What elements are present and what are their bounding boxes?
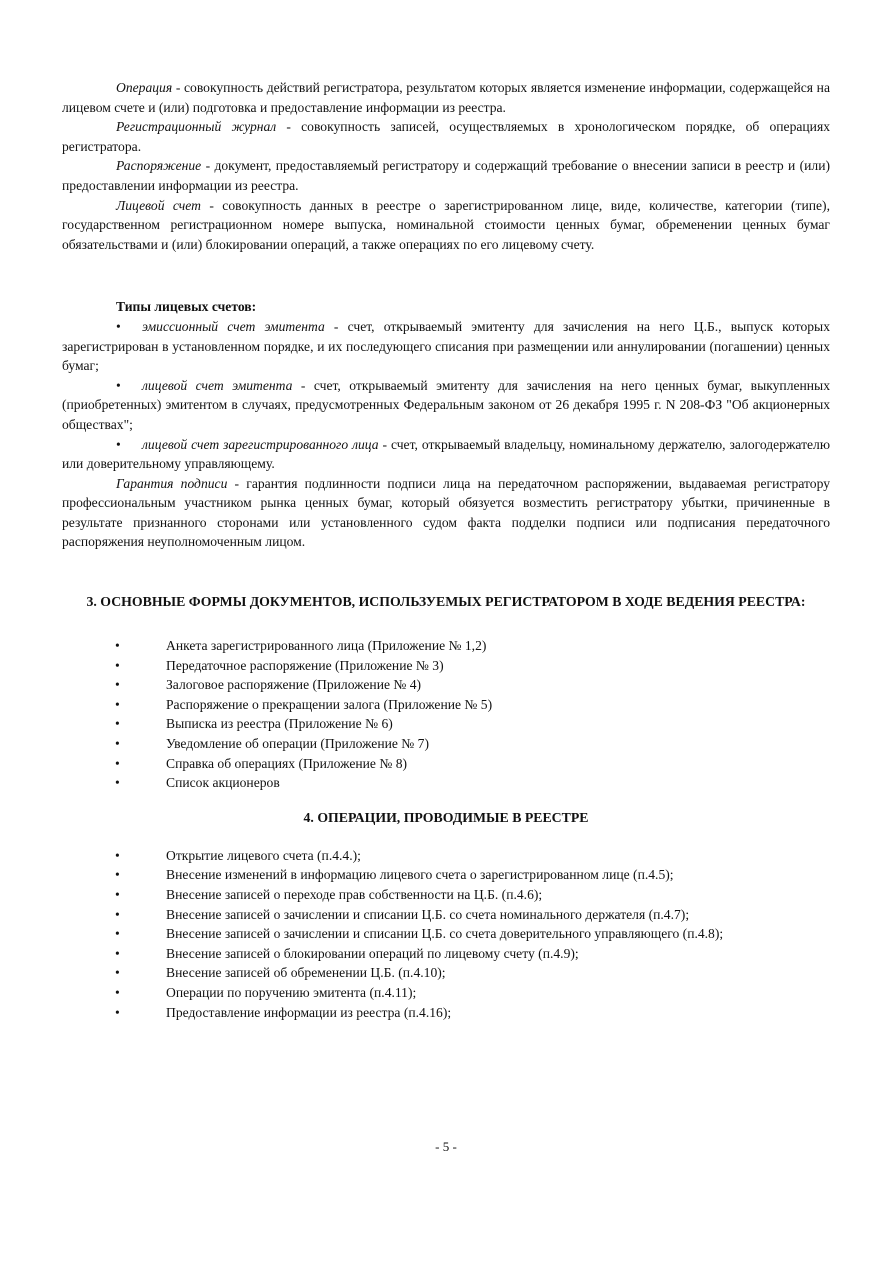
bullet-icon: • (115, 677, 120, 693)
document-form-item (62, 656, 766, 676)
document-form-item-text: Уведомление об операции (Приложение № 7) (166, 736, 429, 752)
page-number: - 5 - (435, 1139, 457, 1154)
section-4-title: 4. ОПЕРАЦИИ, ПРОВОДИМЫЕ В РЕЕСТРЕ (303, 809, 589, 825)
definition-order (62, 156, 830, 195)
account-type-text: - счет, открываемый эмитенту для зачисления на него ценных бумаг, выкупленных (приобретенных) эмитентом в случаях, предусмотренных Федеральным законом от 26 декабря 1995 г. N 208-ФЗ "Об акционерных обществах"; (62, 377, 830, 432)
document-form-item (62, 636, 766, 656)
registry-operation-item-text: Внесение записей о зачислении и списании Ц.Б. со счета доверительного управляющего (п.4.8); (166, 926, 724, 942)
document-form-item-text: Распоряжение о прекращении залога (Приложение № 5) (166, 696, 493, 712)
account-type-item (62, 376, 830, 435)
registry-operation-item (62, 1003, 766, 1023)
bullet-icon: • (115, 638, 120, 654)
document-form-item-text: Анкета зарегистрированного лица (Приложение № 1,2) (166, 638, 487, 654)
definition-text: - документ, предоставляемый регистратору и содержащий требование о внесении записи в реестр и (или) предоставлении информации из реестра. (62, 158, 830, 193)
account-type-item (62, 317, 830, 376)
account-type-item (62, 435, 830, 474)
bullet-icon: • (115, 945, 120, 961)
bullet-icon: • (115, 716, 120, 732)
bullet-icon: • (115, 984, 120, 1000)
registry-operation-item (62, 905, 766, 925)
definition-term: Регистрационный журнал (116, 119, 277, 135)
bullet-icon: • (115, 775, 120, 791)
registry-operation-item-text: Открытие лицевого счета (п.4.4.); (166, 847, 361, 863)
document-form-item (62, 773, 766, 793)
definition-term: Распоряжение (116, 158, 202, 174)
definition-signature-guarantee (62, 474, 830, 552)
definition-text: - совокупность действий регистратора, результатом которых является изменение информации, содержащейся на лицевом счете и (или) подготовка и предоставление информации из реестра. (62, 80, 830, 115)
account-type-term: лицевой счет зарегистрированного лица (142, 436, 379, 452)
account-type-text: - счет, открываемый эмитенту для зачисления на него Ц.Б., выпуск которых зарегистрирован в установленном порядке, и их последующего списания при размещении или аннулировании (погашении) ценных бумаг; (62, 318, 830, 374)
bullet-icon: • (115, 867, 120, 883)
document-form-item-text: Выписка из реестра (Приложение № 6) (166, 716, 393, 732)
bullet-icon: • (115, 965, 120, 981)
definition-personal-account (62, 196, 830, 255)
registry-operation-item (62, 924, 766, 944)
account-type-term: лицевой счет эмитента (142, 377, 293, 393)
bullet-icon: • (116, 377, 121, 393)
registry-operation-item (62, 846, 766, 866)
document-form-item (62, 734, 766, 754)
registry-operation-item (62, 983, 766, 1003)
bullet-icon: • (115, 657, 120, 673)
registry-operation-item (62, 963, 766, 983)
document-form-item-text: Передаточное распоряжение (Приложение № 3) (166, 657, 444, 673)
registry-operation-item-text: Внесение изменений в информацию лицевого счета о зарегистрированном лице (п.4.5); (166, 867, 674, 883)
bullet-icon: • (115, 906, 120, 922)
registry-operation-item (62, 865, 766, 885)
definition-operation (62, 78, 830, 117)
document-form-item-text: Список акционеров (166, 775, 280, 791)
registry-operation-item (62, 885, 766, 905)
document-form-item-text: Справка об операциях (Приложение № 8) (166, 755, 408, 771)
registry-operation-item-text: Операции по поручению эмитента (п.4.11); (166, 984, 417, 1000)
bullet-icon: • (115, 926, 120, 942)
document-form-item (62, 714, 766, 734)
definition-term: Гарантия подписи (116, 475, 228, 491)
document-form-item (62, 754, 766, 774)
bullet-icon: • (115, 755, 120, 771)
definition-text: - гарантия подлинности подписи лица на передаточном распоряжении, выдаваемая регистратору профессиональным участником рынка ценных бумаг, который обязуется возместить регистратору убытки, причиненные в результате признанного сторонами или установленного судом факта подделки подписи или подписания передаточного распоряжения неуполномоченным лицом. (62, 475, 831, 550)
definition-text: - совокупность данных в реестре о зарегистрированном лице, виде, количестве, категории (типе), государственном регистрационном номере выпуска, номинальной стоимости ценных бумаг, обременении ценных бумаг обязательствами и (или) блокировании операций, а также операциях по его лицевому счету. (62, 197, 830, 252)
definition-term: Лицевой счет (116, 197, 201, 213)
section-3-title: 3. ОСНОВНЫЕ ФОРМЫ ДОКУМЕНТОВ, ИСПОЛЬЗУЕМЫХ РЕГИСТРАТОРОМ В ХОДЕ ВЕДЕНИЯ РЕЕСТРА: (86, 594, 806, 610)
account-type-text: - счет, открываемый владельцу, номинальному держателю, залогодержателю или доверительному управляющему. (62, 436, 830, 472)
registry-operation-item (62, 944, 766, 964)
document-forms-list (62, 636, 830, 793)
definition-text: - совокупность записей, осуществляемых в хронологическом порядке, об операциях регистратора. (62, 119, 831, 154)
bullet-icon: • (116, 436, 121, 452)
registry-operations-list (62, 846, 830, 1022)
bullet-icon: • (116, 318, 121, 334)
page-content (62, 78, 830, 1022)
registry-operation-item-text: Внесение записей об обременении Ц.Б. (п.4.10); (166, 965, 446, 981)
bullet-icon: • (115, 696, 120, 712)
document-form-item (62, 695, 766, 715)
bullet-icon: • (115, 887, 120, 902)
registry-operation-item-text: Внесение записей о блокировании операций по лицевому счету (п.4.9); (166, 945, 579, 961)
bullet-icon: • (115, 736, 120, 752)
registry-operation-item-text: Внесение записей о переходе прав собственности на Ц.Б. (п.4.6); (166, 887, 543, 902)
registry-operation-item-text: Внесение записей о зачислении и списании Ц.Б. со счета номинального держателя (п.4.7); (166, 906, 690, 922)
definition-term: Операция (116, 80, 173, 95)
bullet-icon: • (115, 847, 120, 863)
account-type-term: эмиссионный счет эмитента (142, 318, 325, 334)
document-form-item (62, 675, 766, 695)
registry-operation-item-text: Предоставление информации из реестра (п.4.16); (166, 1004, 452, 1020)
bullet-icon: • (115, 1004, 120, 1020)
document-form-item-text: Залоговое распоряжение (Приложение № 4) (166, 677, 422, 693)
account-types-heading: Типы лицевых счетов: (116, 299, 257, 315)
definition-registration-journal (62, 117, 830, 156)
